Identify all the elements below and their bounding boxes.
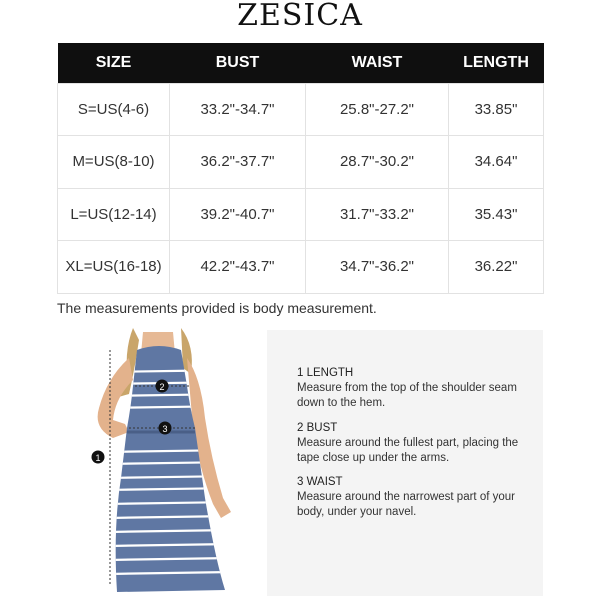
header-size: SIZE — [58, 43, 170, 83]
brand-logo: ZESICA — [237, 0, 363, 33]
cell-size: XL=US(16-18) — [58, 241, 170, 294]
cell-bust: 39.2"-40.7" — [170, 188, 306, 241]
header-length: LENGTH — [449, 43, 544, 83]
marker-length-label: 1 — [95, 453, 101, 463]
cell-size: L=US(12-14) — [58, 188, 170, 241]
cell-length: 33.85" — [449, 83, 544, 136]
guide-waist — [297, 475, 527, 520]
cell-bust: 42.2"-43.7" — [170, 241, 306, 294]
cell-length: 35.43" — [449, 188, 544, 241]
guide-length-title: 1 LENGTH — [297, 367, 354, 379]
cell-bust: 36.2"-37.7" — [170, 136, 306, 189]
guide-length — [297, 366, 527, 411]
model-illustration — [55, 328, 265, 600]
table-header-row — [58, 43, 544, 83]
cell-bust: 33.2"-34.7" — [170, 83, 306, 136]
cell-waist: 25.8"-27.2" — [306, 83, 449, 136]
guide-waist-text: Measure around the narrowest part of your body, under your navel. — [297, 491, 515, 518]
header-waist: WAIST — [306, 43, 449, 83]
guide-bust — [297, 421, 527, 466]
size-chart-table — [57, 43, 544, 294]
marker-waist-label: 3 — [162, 424, 168, 434]
table-row — [58, 83, 544, 136]
measurement-guide-panel — [267, 330, 543, 596]
table-row — [58, 241, 544, 294]
guide-waist-title: 3 WAIST — [297, 476, 343, 488]
cell-waist: 34.7"-36.2" — [306, 241, 449, 294]
cell-size: M=US(8-10) — [58, 136, 170, 189]
table-row — [58, 188, 544, 241]
marker-bust-label: 2 — [159, 382, 165, 392]
dress-model-image — [55, 328, 265, 600]
guide-length-text: Measure from the top of the shoulder seam down to the hem. — [297, 382, 517, 409]
guide-bust-text: Measure around the fullest part, placing the tape close up under the arms. — [297, 437, 519, 464]
cell-size: S=US(4-6) — [58, 83, 170, 136]
cell-waist: 31.7"-33.2" — [306, 188, 449, 241]
table-row — [58, 136, 544, 189]
cell-length: 36.22" — [449, 241, 544, 294]
cell-length: 34.64" — [449, 136, 544, 189]
measurement-note: The measurements provided is body measurement. — [57, 300, 377, 316]
cell-waist: 28.7"-30.2" — [306, 136, 449, 189]
guide-bust-title: 2 BUST — [297, 422, 338, 434]
header-bust: BUST — [170, 43, 306, 83]
